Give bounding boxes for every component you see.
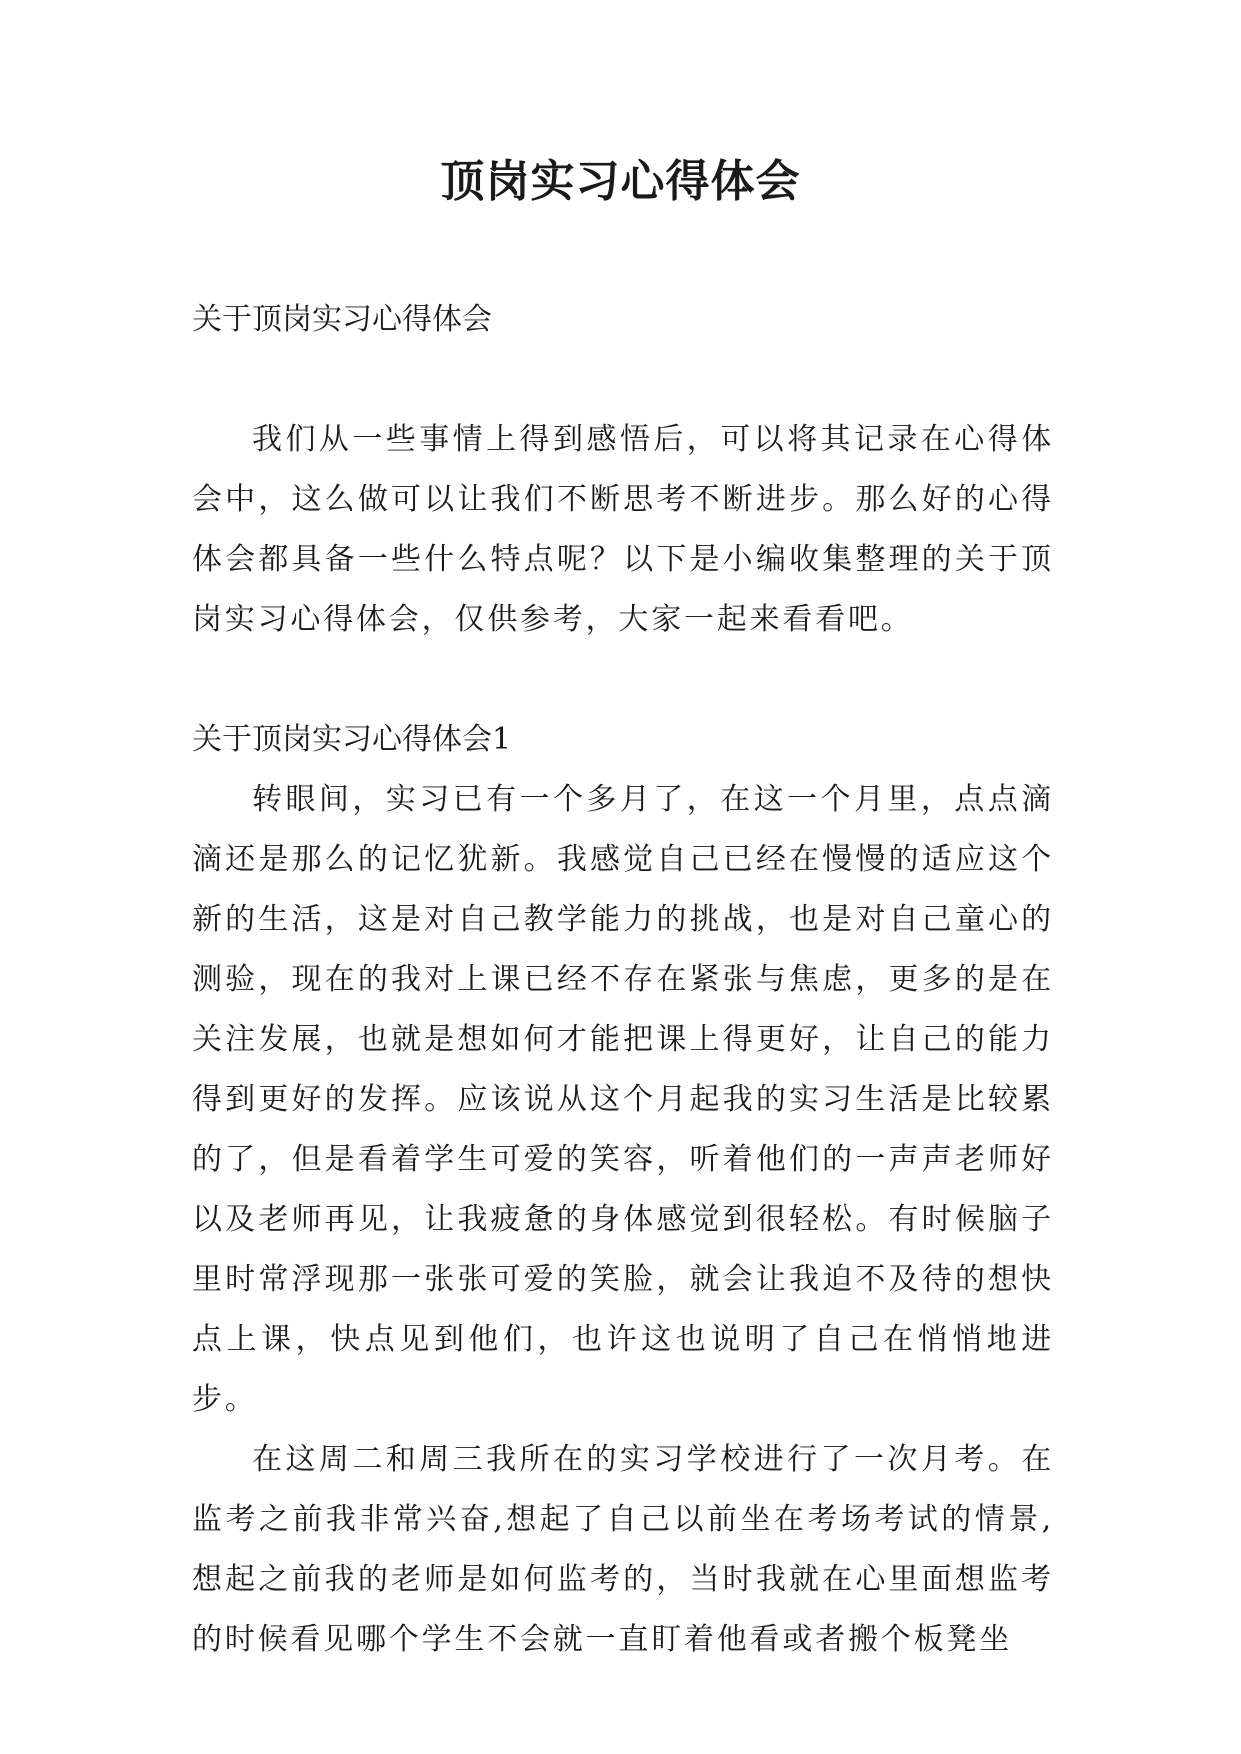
document-body — [192, 290, 1054, 1670]
section-heading: 关于顶岗实习心得体会1 — [192, 722, 512, 757]
spacer — [192, 650, 1054, 710]
intro-paragraph: 我们从一些事情上得到感悟后，可以将其记录在心得体会中，这么做可以让我们不断思考不断进步。那么好的心得体会都具备一些什么特点呢？以下是小编收集整理的关于顶岗实习心得体会，仅供参考，大家一起来看看吧。 — [192, 422, 1054, 637]
subtitle: 关于顶岗实习心得体会 — [192, 302, 492, 337]
spacer — [192, 350, 1054, 410]
section-paragraph-1: 转眼间，实习已有一个多月了，在这一个月里，点点滴滴还是那么的记忆犹新。我感觉自己已经在慢慢的适应这个新的生活，这是对自己教学能力的挑战，也是对自己童心的测验，现在的我对上课已经不存在紧张与焦虑，更多的是在关注发展，也就是想如何才能把课上得更好，让自己的能力得到更好的发挥。应该说从这个月起我的实习生活是比较累的了，但是看着学生可爱的笑容，听着他们的一声声老师好以及老师再见，让我疲惫的身体感觉到很轻松。有时候脑子里时常浮现那一张张可爱的笑脸，就会让我迫不及待的想快点上课，快点见到他们，也许这也说明了自己在悄悄地进步。 — [192, 782, 1054, 1417]
section-paragraph-2: 在这周二和周三我所在的实习学校进行了一次月考。在监考之前我非常兴奋,想起了自己以前坐在考场考试的情景,想起之前我的老师是如何监考的，当时我就在心里面想监考的时候看见哪个学生不会就一直盯着他看或者搬个板凳坐 — [192, 1442, 1054, 1657]
document-title: 顶岗实习心得体会 — [440, 156, 801, 207]
